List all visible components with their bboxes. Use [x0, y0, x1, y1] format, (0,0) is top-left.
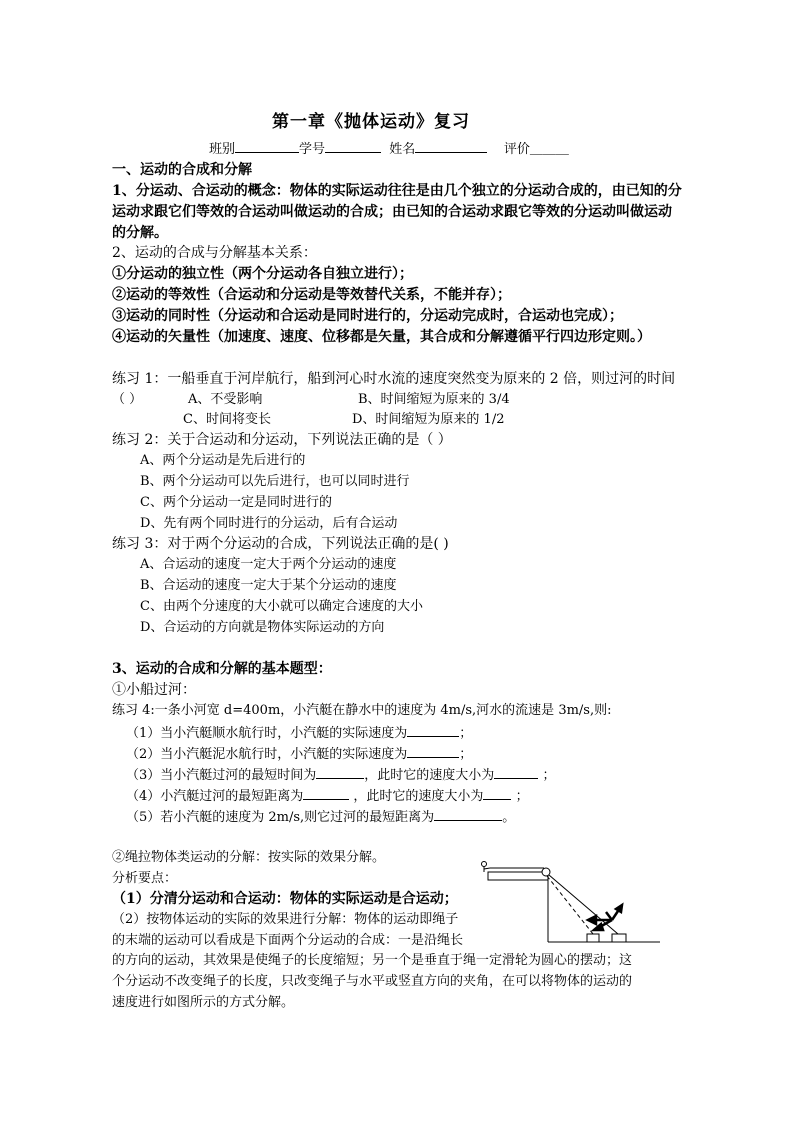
student-info-header [209, 138, 569, 160]
analysis-point-2-line: 的方向的运动，其效果是使绳子的长度缩短；另一个是垂直于绳一定滑轮为圆心的摆动；这 [112, 953, 633, 968]
page-title: 第一章《抛体运动》复习 [272, 112, 470, 132]
section-3-heading: 3、运动的合成和分解的基本题型： [112, 661, 332, 677]
grade-label: 评价＿＿＿ [503, 142, 569, 157]
relation-item: ④运动的矢量性（加速度、速度、位移都是矢量，其合成和分解遵循平行四边形定则。） [112, 329, 651, 345]
velocity-arrows [588, 905, 622, 930]
subheading-rope: ②绳拉物体类运动的分解：按实际的效果分解。 [112, 850, 386, 865]
analysis-point-2-line: （2）按物体运动的实际的效果进行分解：物体的运动即绳子 [112, 912, 459, 927]
exercise-1-option-a[interactable]: A、不受影响 [188, 392, 263, 407]
exercise-1-paren: （ ） [112, 392, 143, 407]
answer-blank[interactable] [483, 785, 511, 800]
person-figure [482, 862, 491, 873]
exercise-4-item-3: （3）当小汽艇过河的最短时间为 ，此时它的速度大小为 ； [126, 764, 555, 786]
exercise-3-option-d[interactable]: D、合运动的方向就是物体实际运动的方向 [140, 620, 385, 635]
exercise-2-option-d[interactable]: D、先有两个同时进行的分运动，后有合运动 [140, 516, 398, 531]
relations-heading: 2、运动的合成与分解基本关系： [112, 245, 317, 261]
class-field[interactable] [235, 138, 299, 153]
analysis-heading: 分析要点： [112, 871, 178, 886]
analysis-point-1: （1）分清分运动和合运动：物体的实际运动是合运动； [112, 891, 458, 907]
name-field[interactable] [415, 138, 487, 153]
exercise-1-question: 练习 1：一船垂直于河岸航行，船到河心时水流的速度突然变为原来的 2 倍，则过河的时间 [112, 371, 676, 387]
exercise-4-item-5: （5）若小汽艇的速度为 2m/s,则它过河的最短距离为 。 [126, 806, 515, 828]
relation-item: ①分运动的独立性（两个分运动各自独立进行）； [112, 266, 413, 282]
exercise-3-question: 练习 3：对于两个分运动的合成，下列说法正确的是( ) [112, 536, 449, 552]
id-field[interactable] [325, 138, 381, 153]
analysis-point-2-line: 的末端的运动可以看成是下面两个分运动的合成：一是沿绳长 [112, 933, 464, 948]
answer-blank[interactable] [407, 722, 459, 737]
relation-item: ②运动的等效性（合运动和分运动是等效替代关系，不能并存）； [112, 287, 511, 303]
analysis-point-2-line: 速度进行如图所示的方式分解。 [112, 995, 295, 1010]
concept-line: 1、分运动、合运动的概念：物体的实际运动往往是由几个独立的分运动合成的，由已知的分 [112, 183, 682, 199]
concept-line: 运动求跟它们等效的合运动叫做运动的合成；由已知的合运动求跟它等效的分运动叫做运动 [112, 204, 672, 220]
analysis-point-2-line: 个分运动不改变绳子的长度，只改变绳子与水平或竖直方向的夹角，在可以将物体的运动的 [112, 974, 633, 989]
section-heading: 一、运动的合成和分解 [112, 162, 252, 178]
exercise-2-option-b[interactable]: B、两个分运动可以先后进行，也可以同时进行 [140, 474, 410, 489]
class-label: 班别 [209, 142, 236, 157]
exercise-4-question: 练习 4:一条小河宽 d=400m，小汽艇在静水中的速度为 4m/s,河水的流速是 3m/s,则: [112, 703, 612, 718]
exercise-3-option-b[interactable]: B、合运动的速度一定大于某个分运动的速度 [140, 578, 397, 593]
exercise-1-option-d[interactable]: D、时间缩短为原来的 1/2 [352, 412, 505, 427]
exercise-4-item-1: （1）当小汽艇顺水航行时，小汽艇的实际速度为 ； [126, 722, 472, 744]
answer-blank[interactable] [316, 764, 364, 779]
concept-line: 的分解。 [112, 225, 168, 241]
exercise-2-option-c[interactable]: C、两个分运动一定是同时进行的 [140, 495, 332, 510]
rope-to-block [549, 875, 618, 934]
block [612, 934, 626, 942]
answer-blank[interactable] [407, 743, 459, 758]
id-label: 学号 [299, 142, 326, 157]
pulley-diagram [470, 858, 670, 948]
answer-blank[interactable] [494, 764, 538, 779]
exercise-3-option-c[interactable]: C、由两个分速度的大小就可以确定合速度的大小 [140, 599, 423, 614]
relation-item: ③运动的同时性（分运动和合运动是同时进行的，分运动完成时，合运动也完成）； [112, 308, 623, 324]
exercise-4-item-2: （2）当小汽艇泥水航行时，小汽艇的实际速度为 ； [126, 743, 472, 765]
exercise-1-option-b[interactable]: B、时间缩短为原来的 3/4 [358, 392, 510, 407]
subheading-boat: ①小船过河： [112, 682, 196, 698]
rope-previous-position [547, 876, 593, 934]
platform-top [488, 872, 548, 880]
exercise-2-option-a[interactable]: A、两个分运动是先后进行的 [140, 453, 306, 468]
exercise-1-option-c[interactable]: C、时间将变长 [183, 412, 271, 427]
block-previous [587, 934, 599, 942]
answer-blank[interactable] [434, 806, 502, 821]
pulley-icon [542, 868, 550, 876]
name-label: 姓名 [389, 142, 416, 157]
exercise-3-option-a[interactable]: A、合运动的速度一定大于两个分运动的速度 [140, 557, 397, 572]
exercise-4-item-4: （4）小汽艇过河的最短距离为 ，此时它的速度大小为 ； [126, 785, 529, 807]
answer-blank[interactable] [303, 785, 349, 800]
exercise-2-question: 练习 2：关于合运动和分运动，下列说法正确的是（ ） [112, 432, 452, 448]
